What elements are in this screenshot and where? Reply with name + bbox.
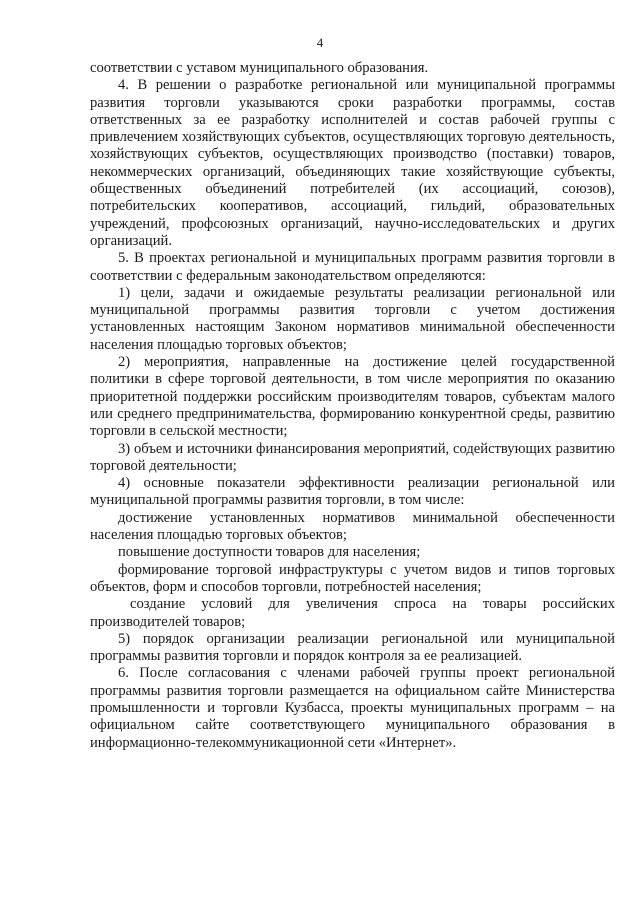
- paragraph-item-5: 5. В проектах региональной и муниципальных программ развития торговли в соответствии с федеральным законодательством определяются:: [90, 250, 615, 284]
- indicator-availability: повышение доступности товаров для населения;: [118, 544, 421, 561]
- subitem-2-measures: 2) мероприятия, направленные на достижение целей государственной политики в сфере торговой деятельности, в том числе мероприятия по оказанию приоритетной поддержки российским производителям товаров, субъектам малого или среднего предпринимательства, формированию конкурентной среды, развитию торговли в сельской местности;: [90, 354, 615, 440]
- subitem-4-indicators: 4) основные показатели эффективности реализации региональной или муниципальной программы развития торговли, в том числе:: [90, 475, 615, 509]
- paragraph-continuation: соответствии с уставом муниципального образования.: [90, 60, 429, 76]
- page-number: 4: [316, 35, 324, 50]
- indicator-infrastructure: формирование торговой инфраструктуры с учетом видов и типов торговых объектов, форм и способов торговли, потребностей населения;: [90, 561, 615, 595]
- paragraph-item-4: 4. В решении о разработке региональной или муниципальной программы развития торговли указываются сроки разработки программы, состав ответственных за ее разработку исполнителей и состав рабочей группы с привлечением хозяйствующих субъектов, осуществляющих торговую деятельность, хозяйствующих субъектов, осуществляющих производство (поставки) товаров, некоммерческих организаций, объединяющих такие хозяйствующие субъекты, общественных объединений потребителей (их ассоциаций, союзов), потребительских кооперативов, ассоциаций, гильдий, образовательных учреждений, профсоюзных организаций, научно-исследовательских и других организаций.: [90, 77, 615, 249]
- document-body: [90, 60, 615, 752]
- subitem-1-goals: 1) цели, задачи и ожидаемые результаты реализации региональной или муниципальной программы развития торговли с учетом достижения установленных настоящим Законом нормативов минимальной обеспеченности населения площадью торговых объектов;: [90, 284, 615, 353]
- subitem-5-procedure: 5) порядок организации реализации региональной или муниципальной программы развития торговли и порядок контроля за ее реализацией.: [90, 630, 615, 665]
- indicator-standards: достижение установленных нормативов минимальной обеспеченности населения площадью торговых объектов;: [90, 509, 615, 544]
- paragraph-item-6: 6. После согласования с членами рабочей группы проект региональной программы развития торговли размещается на официальном сайте Министерства промышленности и торговли Кузбасса, проекты муниципальных программ – на официальном сайте соответствующего муниципального образования в информационно-телекоммуникационной сети «Интернет».: [90, 665, 615, 751]
- indicator-demand: создание условий для увеличения спроса на товары российских производителей товаров;: [90, 596, 615, 630]
- subitem-3-financing: 3) объем и источники финансирования мероприятий, содействующих развитию торговой деятельности;: [90, 440, 615, 474]
